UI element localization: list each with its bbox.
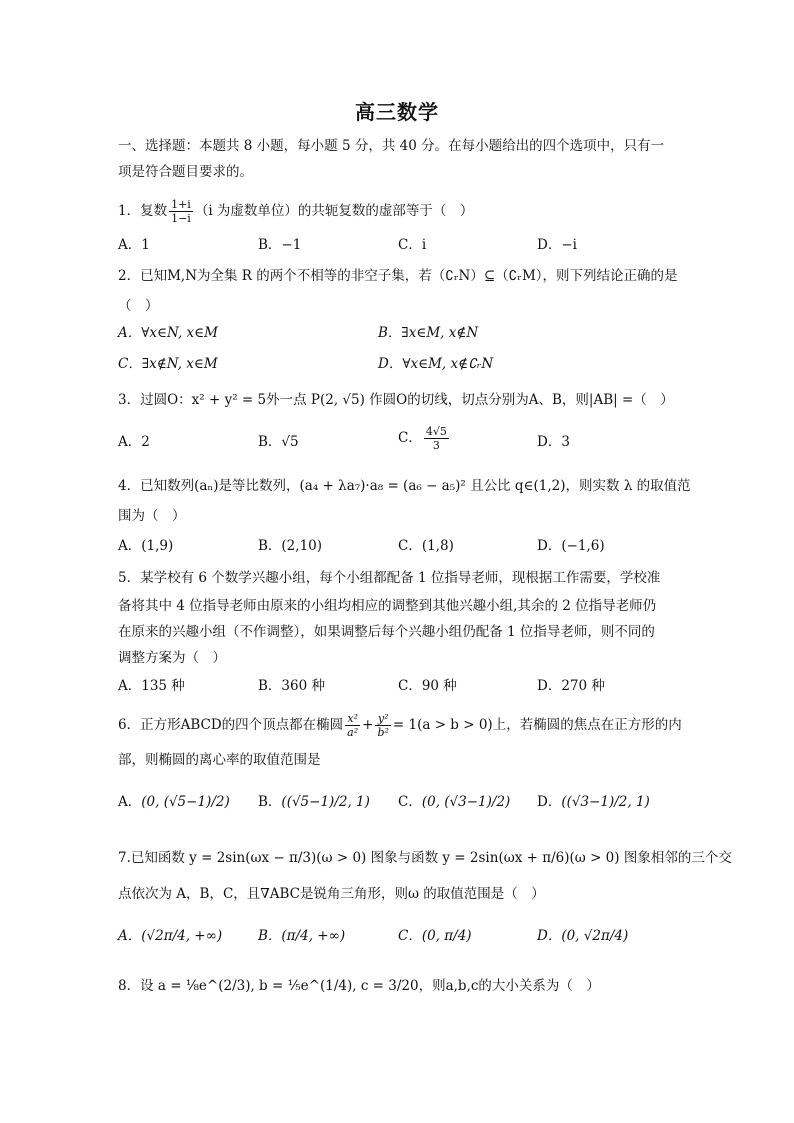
q5-option-b[interactable]: B．360 种: [258, 678, 325, 694]
question-5-line3: 在原来的兴趣小组（不作调整），如果调整后每个兴趣小组仍配备 1 位指导老师，则不同的: [118, 624, 655, 640]
q1-prefix: 1．复数: [118, 203, 168, 219]
q2-option-a[interactable]: A．∀x∈N, x∈M: [118, 325, 218, 341]
q6-option-a[interactable]: [118, 792, 230, 812]
question-5-line4: 调整方案为（ ）: [118, 650, 226, 666]
q6-option-a-value: (0, (√5−1)/2): [141, 794, 230, 810]
q1-frac-den: 1−i: [171, 212, 191, 225]
q2-option-c[interactable]: C．∃x∉N, x∈M: [118, 356, 218, 372]
question-2-line1: 2．已知M,N为全集 R 的两个不相等的非空子集，若（∁ᵣN）⊆（∁ᵣM），则下列结论正确的是: [118, 268, 678, 284]
question-5-line1: 5．某学校有 6 个数学兴趣小组，每个小组都配备 1 位指导老师，现根据工作需要，学校准: [118, 570, 661, 586]
q3-option-d[interactable]: D．3: [537, 434, 570, 450]
question-4-line1: 4．已知数列(aₙ)是等比数列，(a₄ + λa₇)·a₈ = (a₆ − a₅)² 且公比 q∈(1,2)，则实数 λ 的取值范: [118, 478, 691, 494]
question-7-line2: 点依次为 A，B，C，且∇ABC是锐角三角形，则ω 的取值范围是（ ）: [118, 886, 545, 902]
question-7-line1: 7.已知函数 y = 2sin(ωx − π/3)(ω > 0) 图象与函数 y = 2sin(ωx + π/6)(ω > 0) 图象相邻的三个交: [118, 850, 732, 866]
q7-option-c[interactable]: C．(0, π/4): [398, 928, 472, 944]
question-4-line2: 围为（ ）: [118, 508, 186, 524]
q2-option-d[interactable]: D．∀x∈M, x∉∁ᵣN: [378, 356, 494, 372]
q7-option-b[interactable]: B．(π/4, +∞): [258, 928, 346, 944]
section-intro-line2: 项是符合题目要求的。: [118, 164, 253, 180]
question-1: [118, 198, 473, 225]
q4-option-b[interactable]: B．(2,10): [258, 538, 323, 554]
q4-option-a[interactable]: A．(1,9): [118, 538, 174, 554]
q5-option-d[interactable]: D．270 种: [537, 678, 605, 694]
q6-option-d-value: ((√3−1)/2, 1): [561, 794, 650, 810]
q6-option-d[interactable]: [537, 792, 650, 812]
question-6-line1: 6．正方形ABCD的四个顶点都在椭圆 $\frac{\text{x²}}{\text{a²}}$ + $\frac{\text{y²}}{\text{b²}}$ = 1(a > b > 0)上，若椭圆的焦点在正方形的内: [118, 712, 682, 739]
q6-x-den: a²: [347, 726, 359, 739]
q6-y-num: y²: [375, 712, 390, 726]
question-5-line2: 备将其中 4 位指导老师由原来的小组均相应的调整到其他兴趣小组,其余的 2 位指导老师仍: [118, 598, 657, 614]
q6-ellipse-x: [345, 712, 360, 739]
q5-option-c[interactable]: C．90 种: [398, 678, 457, 694]
q6-option-c-value: (0, (√3−1)/2): [421, 794, 511, 810]
q6-x-num: x²: [345, 712, 360, 726]
q6-prefix: 6．正方形ABCD的四个顶点都在椭圆: [118, 717, 344, 733]
q6-option-c[interactable]: [398, 792, 510, 812]
q1-option-d[interactable]: D．−i: [537, 237, 577, 253]
q2-option-b[interactable]: B．∃x∈M, x∉N: [378, 325, 479, 341]
q6-y-den: b²: [377, 726, 389, 739]
q3-option-b[interactable]: B．√5: [258, 434, 299, 450]
q6-option-c-label: C．: [398, 794, 422, 810]
question-6-line2: 部，则椭圆的离心率的取值范围是: [118, 752, 321, 768]
q3-option-c-fraction: [424, 425, 449, 452]
q4-option-d[interactable]: D．(−1,6): [537, 538, 605, 554]
q5-option-a[interactable]: A．135 种: [118, 678, 185, 694]
q3-optc-num: 4√5: [425, 425, 447, 438]
q3-option-a[interactable]: A．2: [118, 434, 150, 450]
q1-frac-num: 1+i: [171, 198, 191, 211]
q6-option-b[interactable]: [258, 792, 370, 812]
q6-option-d-label: D．: [537, 794, 562, 810]
q6-option-a-label: A．: [118, 794, 142, 810]
q3-optc-den: 3: [432, 439, 440, 452]
q7-option-d[interactable]: D．(0, √2π/4): [537, 928, 629, 944]
q7-option-a[interactable]: A．(√2π/4, +∞): [118, 928, 223, 944]
q3-option-c[interactable]: [398, 425, 451, 452]
q6-ellipse-y: [375, 712, 390, 739]
q4-option-c[interactable]: C．(1,8): [398, 538, 454, 554]
q6-suffix: = 1(a > b > 0)上，若椭圆的焦点在正方形的内: [392, 717, 682, 733]
question-2-line2: （ ）: [118, 298, 159, 314]
q1-option-c[interactable]: C．i: [398, 237, 427, 253]
page-title: 高三数学: [355, 100, 439, 124]
q3-option-c-label: C．: [398, 430, 422, 446]
q6-option-b-label: B．: [258, 794, 282, 810]
section-intro-line1: 一、选择题：本题共 8 小题，每小题 5 分，共 40 分。在每小题给出的四个选项中，只有一: [118, 138, 665, 154]
q1-fraction: [169, 198, 193, 225]
q1-option-a[interactable]: A．1: [118, 237, 150, 253]
question-3: 3．过圆O：x² + y² = 5外一点 P(2, √5) 作圆O的切线，切点分别为A、B，则|AB| =（ ）: [118, 392, 674, 408]
q6-option-b-value: ((√5−1)/2, 1): [281, 794, 370, 810]
q1-suffix: （i 为虚数单位）的共轭复数的虚部等于（ ）: [194, 203, 474, 219]
question-8: 8．设 a = ⅛e^(2/3), b = ⅕e^(1/4), c = 3/20，则a,b,c的大小关系为（ ）: [118, 978, 600, 994]
q1-option-b[interactable]: B．−1: [258, 237, 302, 253]
